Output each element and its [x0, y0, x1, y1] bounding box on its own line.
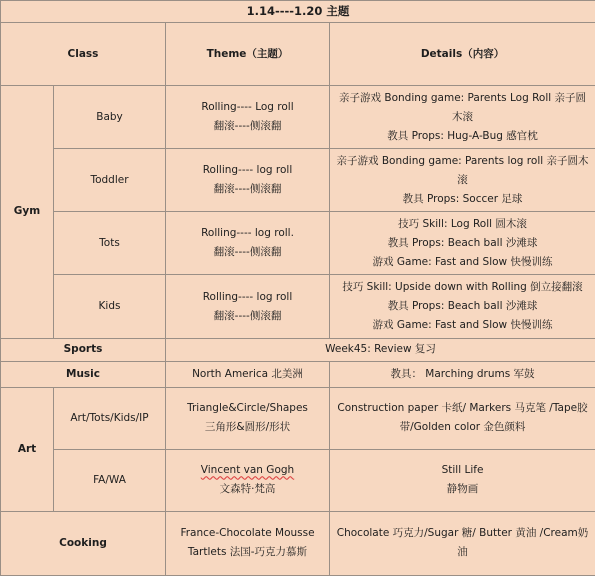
- class-tots: Tots: [54, 212, 166, 275]
- week-title: 1.14----1.20 主题: [1, 1, 595, 23]
- theme-tots-en: Rolling---- log roll.: [201, 227, 294, 240]
- music-row: [1, 361, 595, 387]
- details-baby: [330, 86, 595, 149]
- theme-kids: [166, 275, 330, 338]
- theme-toddler-en: Rolling---- log roll: [202, 164, 293, 177]
- class-art-tots-kids-ip: Art/Tots/Kids/IP: [54, 387, 166, 449]
- theme-kids-cn: 翻滚----侧滚翻: [213, 309, 282, 322]
- theme-fa-wa: [166, 449, 330, 511]
- details-art-materials: Construction paper 卡纸/ Markers 马克笔 /Tape胶带/Golden color 金色颜料: [330, 387, 595, 449]
- cooking-label: Cooking: [1, 511, 166, 575]
- music-details: 教具： Marching drums 军鼓: [330, 361, 595, 387]
- class-fa-wa: FA/WA: [54, 449, 166, 511]
- details-fa-wa-en: Still Life: [441, 464, 484, 477]
- theme-art-shapes-en: Triangle&Circle/Shapes: [187, 402, 308, 415]
- theme-baby-cn: 翻滚----侧滚翻: [213, 120, 282, 133]
- header-details: Details（内容）: [330, 23, 595, 86]
- theme-kids-en: Rolling---- log roll: [202, 290, 293, 303]
- details-toddler: [330, 149, 595, 212]
- theme-baby-en: Rolling---- Log roll: [201, 101, 294, 114]
- header-row: [1, 23, 595, 86]
- header-theme: Theme（主题）: [166, 23, 330, 86]
- details-tots-props: 教具 Props: Beach ball 沙滩球: [387, 236, 538, 249]
- gym-row-tots: [1, 212, 595, 275]
- art-label: Art: [1, 387, 54, 511]
- music-theme: North America 北美洲: [166, 361, 330, 387]
- details-fa-wa: [330, 449, 595, 511]
- cooking-row: [1, 511, 595, 575]
- details-toddler-props: 教具 Props: Soccer 足球: [402, 192, 523, 205]
- details-tots: [330, 212, 595, 275]
- theme-fa-wa-cn: 文森特·梵高: [219, 483, 276, 496]
- art-row-main: [1, 387, 595, 449]
- theme-tots: [166, 212, 330, 275]
- header-class: Class: [1, 23, 166, 86]
- class-baby: Baby: [54, 86, 166, 149]
- details-baby-props: 教具 Props: Hug-A-Bug 感官枕: [387, 129, 538, 142]
- art-row-fa-wa: [1, 449, 595, 511]
- sports-label: Sports: [1, 338, 166, 361]
- cooking-details: Chocolate 巧克力/Sugar 糖/ Butter 黄油 /Cream奶油: [330, 511, 595, 575]
- theme-toddler-cn: 翻滚----侧滚翻: [213, 183, 282, 196]
- gym-label: Gym: [1, 86, 54, 338]
- gym-row-toddler: [1, 149, 595, 212]
- theme-art-shapes: [166, 387, 330, 449]
- details-toddler-game: 亲子游戏 Bonding game: Parents log roll 亲子圆木滚: [336, 154, 589, 186]
- details-tots-game: 游戏 Game: Fast and Slow 快慢训练: [372, 255, 553, 268]
- sports-row: [1, 338, 595, 361]
- details-kids-skill: 技巧 Skill: Upside down with Rolling 倒立接翻滚: [342, 281, 583, 294]
- class-kids: Kids: [54, 275, 166, 338]
- details-kids: [330, 275, 595, 338]
- music-label: Music: [1, 361, 166, 387]
- details-kids-game: 游戏 Game: Fast and Slow 快慢训练: [372, 319, 553, 332]
- details-tots-skill: 技巧 Skill: Log Roll 圆木滚: [398, 217, 527, 230]
- gym-row-baby: [1, 86, 595, 149]
- theme-art-shapes-cn: 三角形&圆形/形状: [204, 421, 291, 434]
- details-fa-wa-cn: 静物画: [446, 483, 479, 496]
- class-toddler: Toddler: [54, 149, 166, 212]
- theme-tots-cn: 翻滚----侧滚翻: [213, 246, 282, 259]
- details-baby-game: 亲子游戏 Bonding game: Parents Log Roll 亲子圆木滚: [339, 91, 586, 123]
- details-kids-props: 教具 Props: Beach ball 沙滩球: [387, 300, 538, 313]
- sports-content: Week45: Review 复习: [166, 338, 595, 361]
- title-row: [1, 1, 595, 23]
- gym-row-kids: [1, 275, 595, 338]
- cooking-theme: France-Chocolate Mousse Tartlets 法国-巧克力慕斯: [166, 511, 330, 575]
- theme-toddler: [166, 149, 330, 212]
- theme-baby: [166, 86, 330, 149]
- theme-fa-wa-en: Vincent van Gogh: [200, 464, 295, 477]
